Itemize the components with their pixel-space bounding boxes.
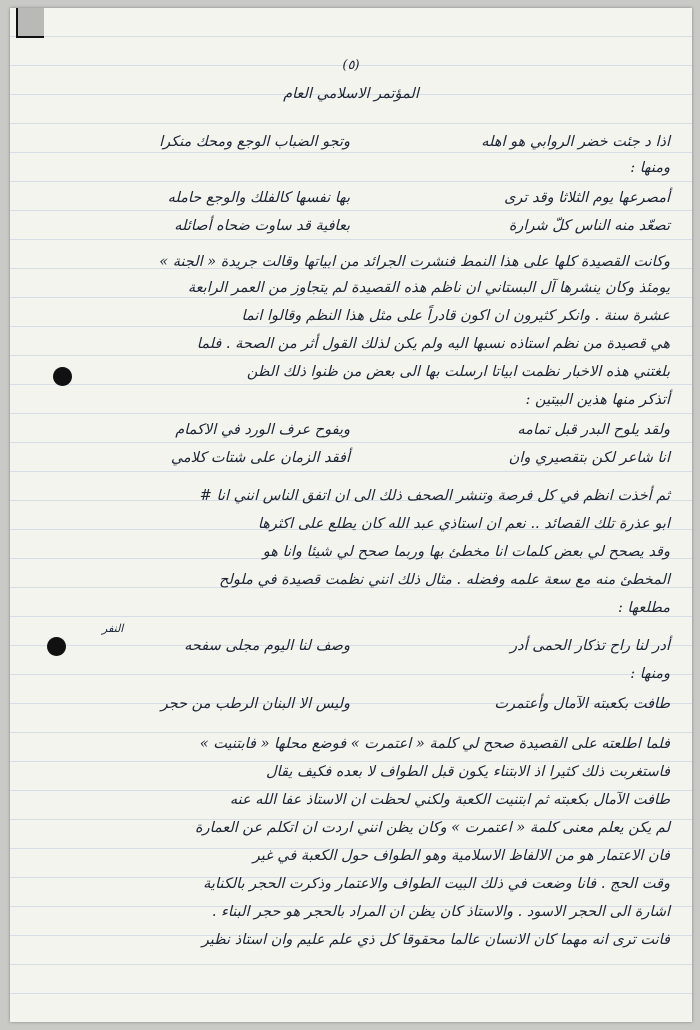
text-line: طافت الآمال بكعبته ثم ابتنيت الكعبة ولكني لحظت ان الاستاذ عفا الله عنه	[229, 792, 670, 808]
margin-annotation: النفر	[102, 622, 124, 635]
text-line: يومئذ وكان ينشرها آل البستاني ان ناظم هذه القصيدة لم يتجاوز من العمر الرابعة	[187, 280, 670, 296]
text-line: وقد يصحح لي بعض كلمات انا مخطئ بها وربما صحح لي شيئا وانا هو	[262, 544, 670, 560]
text-line: أتذكر منها هذين البيتين :	[525, 392, 670, 408]
verse-5-right: انا شاعر لكن بتقصيري وان	[508, 450, 670, 466]
page-number: (٥)	[342, 58, 360, 73]
verse-6-left: وصف لنا اليوم مجلى سفحه	[184, 638, 350, 654]
corner-mark	[16, 8, 44, 38]
text-line: بلغتني هذه الاخبار نظمت ابياتا ارسلت بها الى بعض من ظنوا ذلك الظن	[246, 364, 670, 380]
text-line: اشارة الى الحجر الاسود . والاستاذ كان يظن ان المراد بالحجر هو حجر البناء .	[211, 904, 670, 920]
text-line: لم يكن يعلم معنى كلمة « اعتمرت » وكان يظن انني اردت ان اتكلم عن العمارة	[194, 820, 670, 836]
verse-4-right: ولقد يلوح البدر قبل تمامه	[517, 422, 670, 438]
verse-3-right: تصعّد منه الناس كلّ شرارة	[508, 218, 670, 234]
text-line: المخطئ منه مع سعة علمه وفضله . مثال ذلك انني نظمت قصيدة في ملولح	[219, 572, 670, 588]
text-line: هي قصيدة من نظم استاذه نسبها اليه ولم يكن لذلك القول أثر من الصحة . فلما	[196, 336, 670, 352]
page-title: المؤتمر الاسلامي العام	[283, 86, 419, 102]
text-line: فلما اطلعته على القصيدة صحح لي كلمة « اعتمرت » فوضع محلها « فابتنيت »	[199, 736, 670, 752]
verse-6-right: أدر لنا راح تذكار الحمى أدر	[510, 638, 670, 654]
text-line: ومنها :	[630, 666, 670, 682]
verse-2-right: أمصرعها يوم الثلاثا وقد ترى	[504, 190, 670, 206]
verse-1-right: اذا د جئت خضر الروابي هو اهله	[481, 134, 670, 150]
text-line: وقت الحج . فانا وضعت في ذلك البيت الطواف والاعتمار وذكرت الحجر بالكناية	[203, 876, 670, 892]
text-line: عشرة سنة . وانكر كثيرون ان اكون قادراً على مثل هذا النظم وقالوا انما	[241, 308, 670, 324]
text-line: وكانت القصيدة كلها على هذا النمط فنشرت الجرائد من ابياتها وقالت جريدة « الجنة »	[159, 254, 670, 270]
text-line: فاستغربت ذلك كثيرا اذ الابتناء يكون قبل الطواف لا بعده فكيف يقال	[266, 764, 670, 780]
text-line: فان الاعتمار هو من الالفاظ الاسلامية وهو الطواف حول الكعبة في غير	[252, 848, 670, 864]
verse-3-left: بعافية قد ساوت ضحاه أصائله	[174, 218, 350, 234]
text-line: ومنها :	[630, 160, 670, 176]
text-line: ابو عذرة تلك القصائد .. نعم ان استاذي عبد الله كان يطلع على اكثرها	[257, 516, 670, 532]
manuscript-page	[10, 8, 692, 1022]
verse-2-left: بها نفسها كالفلك والوجع حامله	[167, 190, 350, 206]
text-line: فانت ترى انه مهما كان الانسان عالما محقوقا كل ذي علم عليم وان استاذ نظير	[201, 932, 670, 948]
verse-4-left: ويفوح عرف الورد في الاكمام	[175, 422, 350, 438]
verse-7-left: وليس الا البنان الرطب من حجر	[160, 696, 350, 712]
text-line: مطلعها :	[617, 600, 670, 616]
verse-7-right: طافت بكعبته الآمال وأعتمرت	[494, 696, 670, 712]
verse-1-left: وتجو الضباب الوجع ومحك منكرا	[159, 134, 350, 150]
verse-5-left: أفقد الزمان على شتات كلامي	[170, 450, 350, 466]
text-line: ثم أخذت انظم في كل فرصة وتنشر الصحف ذلك الى ان اتفق الناس انني انا #	[199, 488, 670, 504]
